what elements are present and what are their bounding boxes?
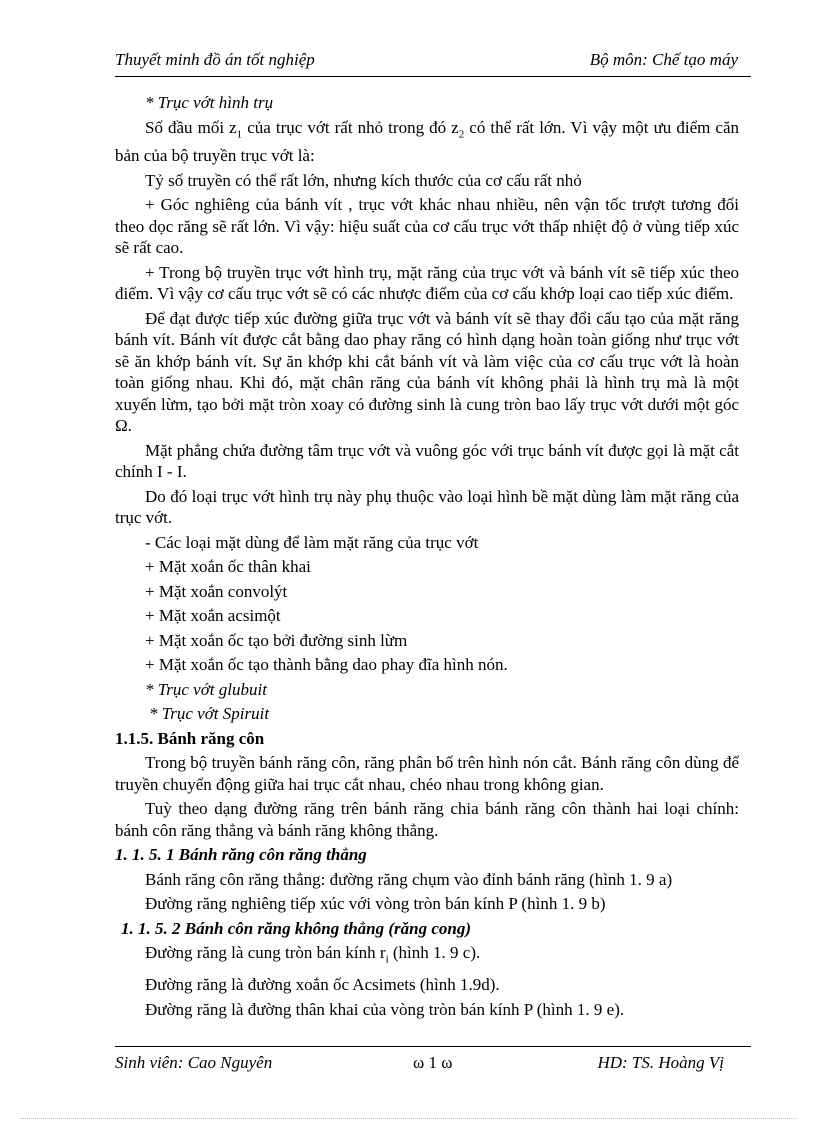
paragraph: + Trong bộ truyền trục vớt hình trụ, mặt răng của trục vớt và bánh vít sẽ tiếp xúc theo điểm. Vì vậy cơ cấu trục vớt sẽ có các nhược điểm của cơ cấu khớp loại cao tiếp xúc điểm. xyxy=(115,262,739,304)
paragraph: Đường răng là cung tròn bán kính $r_i$ (hình 1. 9 c). xyxy=(145,943,481,966)
footer-student: Sinh viên: Cao Nguyên xyxy=(115,1053,273,1072)
header-left: Thuyết minh đồ án tốt nghiệp xyxy=(115,50,315,69)
paragraph: Tuỳ theo dạng đường răng trên bánh răng chia bánh răng côn thành hai loại chính: bánh côn răng thẳng và bánh răng không thẳng. xyxy=(115,799,739,840)
page-bottom-divider xyxy=(20,1118,796,1119)
page-footer xyxy=(115,1053,738,1077)
list-item: + Mặt xoắn acsimột xyxy=(145,606,281,626)
list-item: + Mặt xoắn ốc tạo bởi đường sinh lừm xyxy=(145,630,408,650)
paragraph: Đường răng nghiêng tiếp xúc với vòng tròn bán kính P (hình 1. 9 b) xyxy=(145,894,606,914)
section-title: 1.1.5. Bánh răng côn xyxy=(115,728,265,748)
subsection-title: 1. 1. 5. 2 Bánh côn răng không thẳng (răng cong) xyxy=(121,918,472,938)
paragraph: + Góc nghiêng của bánh vít , trục vớt khác nhau nhiều, nên vận tốc trượt tương đối theo dọc răng sẽ rất lớn. Vì vậy: hiệu suất của cơ cấu trục vớt thấp nhiệt độ ở vùng tiếp xúc sẽ rất cao. xyxy=(115,195,739,258)
paragraph: Trong bộ truyền bánh răng côn, răng phân bố trên hình nón cắt. Bánh răng côn dùng để truyền chuyển động giữa hai trục cắt nhau, chéo nhau trong không gian. xyxy=(115,753,739,794)
list-title: - Các loại mặt dùng để làm mặt răng của trục vớt xyxy=(145,532,479,552)
list-item: + Mặt xoắn ốc tạo thành bằng dao phay đĩa hình nón. xyxy=(145,655,508,675)
page-header xyxy=(115,48,738,72)
paragraph: Số đầu mối $z_1$ của trục vớt rất nhỏ trong đó $z_2$ có thể rất lớn. Vì vậy một ưu điểm căn bản của bộ truyền trục vớt là: xyxy=(115,117,740,166)
header-rule xyxy=(115,76,751,77)
heading-globoid-worm: * Trục vớt glubuit xyxy=(145,679,267,699)
paragraph: Do đó loại trục vớt hình trụ này phụ thuộc vào loại hình bề mặt dùng làm mặt răng của trục vớt. xyxy=(115,486,739,528)
list-item: + Mặt xoắn convolýt xyxy=(145,581,288,601)
heading-cylindrical-worm: * Trục vớt hình trụ xyxy=(145,93,274,112)
paragraph: Mặt phẳng chứa đường tâm trục vớt và vuông góc với trục bánh vít được gọi là mặt cắt chính I - I. xyxy=(115,440,739,482)
list-item: + Mặt xoắn ốc thân khai xyxy=(145,557,311,577)
subsection-title: 1. 1. 5. 1 Bánh răng côn răng thẳng xyxy=(115,845,367,865)
footer-advisor: HD: TS. Hoàng Vị xyxy=(597,1053,724,1072)
page-number: ω 1 ω xyxy=(413,1053,453,1072)
paragraph: Tỷ số truyền có thể rất lớn, nhưng kích thước của cơ cấu rất nhỏ xyxy=(145,170,582,190)
page-body xyxy=(115,92,739,1023)
paragraph: Đường răng là đường thân khai của vòng tròn bán kính P (hình 1. 9 e). xyxy=(145,999,625,1019)
footer-rule xyxy=(115,1046,751,1047)
paragraph: Để đạt được tiếp xúc đường giữa trục vớt và bánh vít sẽ thay đổi cấu tạo của mặt răng bánh vít. Bánh vít được cắt bằng dao phay răng có hình dạng hoàn toàn giống như trục vớt sẽ ăn khớp bánh vít. Sự ăn khớp khi cắt bánh vít và làm việc của cơ cấu trục vớt là hoàn toàn giống nhau. Khi đó, mặt chân răng của bánh vít không phải là hình trụ mà là một xuyến lừm, tạo bởi mặt tròn xoay có đường sinh là cung tròn bao lấy trục vớt dưới một góc Ω. xyxy=(115,308,739,436)
paragraph: Đường răng là đường xoắn ốc Acsimets (hình 1.9d). xyxy=(145,975,500,995)
paragraph: Bánh răng côn răng thẳng: đường răng chụm vào đỉnh bánh răng (hình 1. 9 a) xyxy=(145,869,673,889)
heading-spiroid-worm: * Trục vớt Spiruit xyxy=(149,704,270,724)
header-right: Bộ môn: Chế tạo máy xyxy=(589,50,738,69)
